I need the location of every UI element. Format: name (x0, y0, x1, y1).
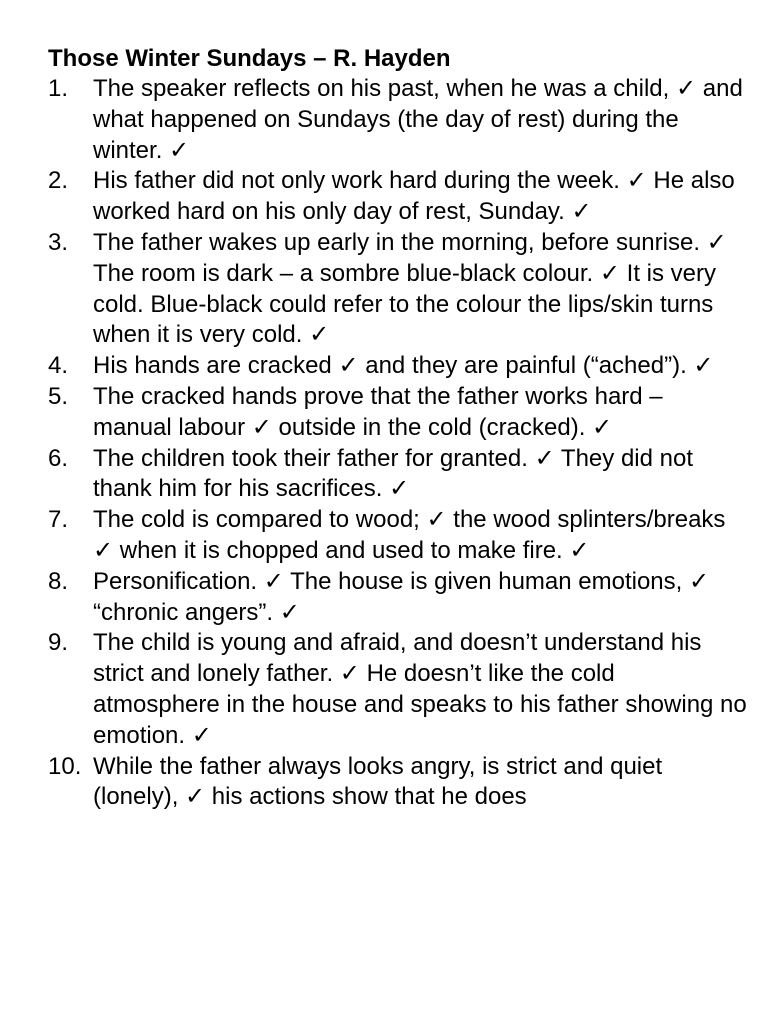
page-title: Those Winter Sundays – R. Hayden (48, 45, 451, 72)
item-number: 4. (48, 352, 69, 380)
item-text: Personification. ✓ The house is given human emotions, ✓ “chronic angers”. ✓ (93, 567, 710, 626)
item-number: 5. (48, 382, 69, 410)
list-item (48, 382, 748, 444)
list-item (48, 567, 748, 629)
list-item (48, 505, 748, 567)
item-text: The children took their father for granted. ✓ They did not thank him for his sacrifices. ✓ (93, 444, 693, 503)
list-item (48, 228, 748, 351)
item-number: 1. (48, 75, 69, 102)
item-text: While the father always looks angry, is strict and quiet (lonely), ✓ his actions show that he does (93, 752, 663, 811)
list-item (48, 444, 748, 506)
list-item (48, 166, 748, 228)
item-number: 2. (48, 167, 69, 195)
item-text: The speaker reflects on his past, when he was a child, ✓ and what happened on Sundays (the day of rest) during the winter. ✓ (93, 75, 743, 164)
item-text: The cold is compared to wood; ✓ the wood splinters/breaks ✓ when it is chopped and used to make fire. ✓ (93, 506, 726, 564)
item-number: 10. (48, 752, 82, 780)
item-text: His hands are cracked ✓ and they are painful (“ached”). ✓ (93, 352, 714, 380)
item-number: 7. (48, 506, 69, 534)
item-text: The cracked hands prove that the father works hard – manual labour ✓ outside in the cold (cracked). ✓ (93, 382, 663, 441)
list-item (48, 628, 748, 751)
item-text: The child is young and afraid, and doesn’t understand his strict and lonely father. ✓ He doesn’t like the cold atmosphere in the house and speaks to his father showing no emotion. ✓ (93, 629, 747, 749)
item-number: 3. (48, 228, 69, 256)
item-text: The father wakes up early in the morning, before sunrise. ✓ The room is dark – a sombre blue-black colour. ✓ It is very cold. Blue-black could refer to the colour the lips/skin turns when it is very cold. ✓ (93, 228, 727, 349)
list-item (48, 74, 748, 166)
list-item (48, 351, 748, 382)
item-number: 6. (48, 444, 69, 472)
item-number: 8. (48, 567, 69, 595)
list-item (48, 752, 748, 814)
item-text: His father did not only work hard during the week. ✓ He also worked hard on his only day of rest, Sunday. ✓ (93, 167, 735, 226)
item-number: 9. (48, 629, 69, 657)
memo-list (48, 74, 748, 813)
